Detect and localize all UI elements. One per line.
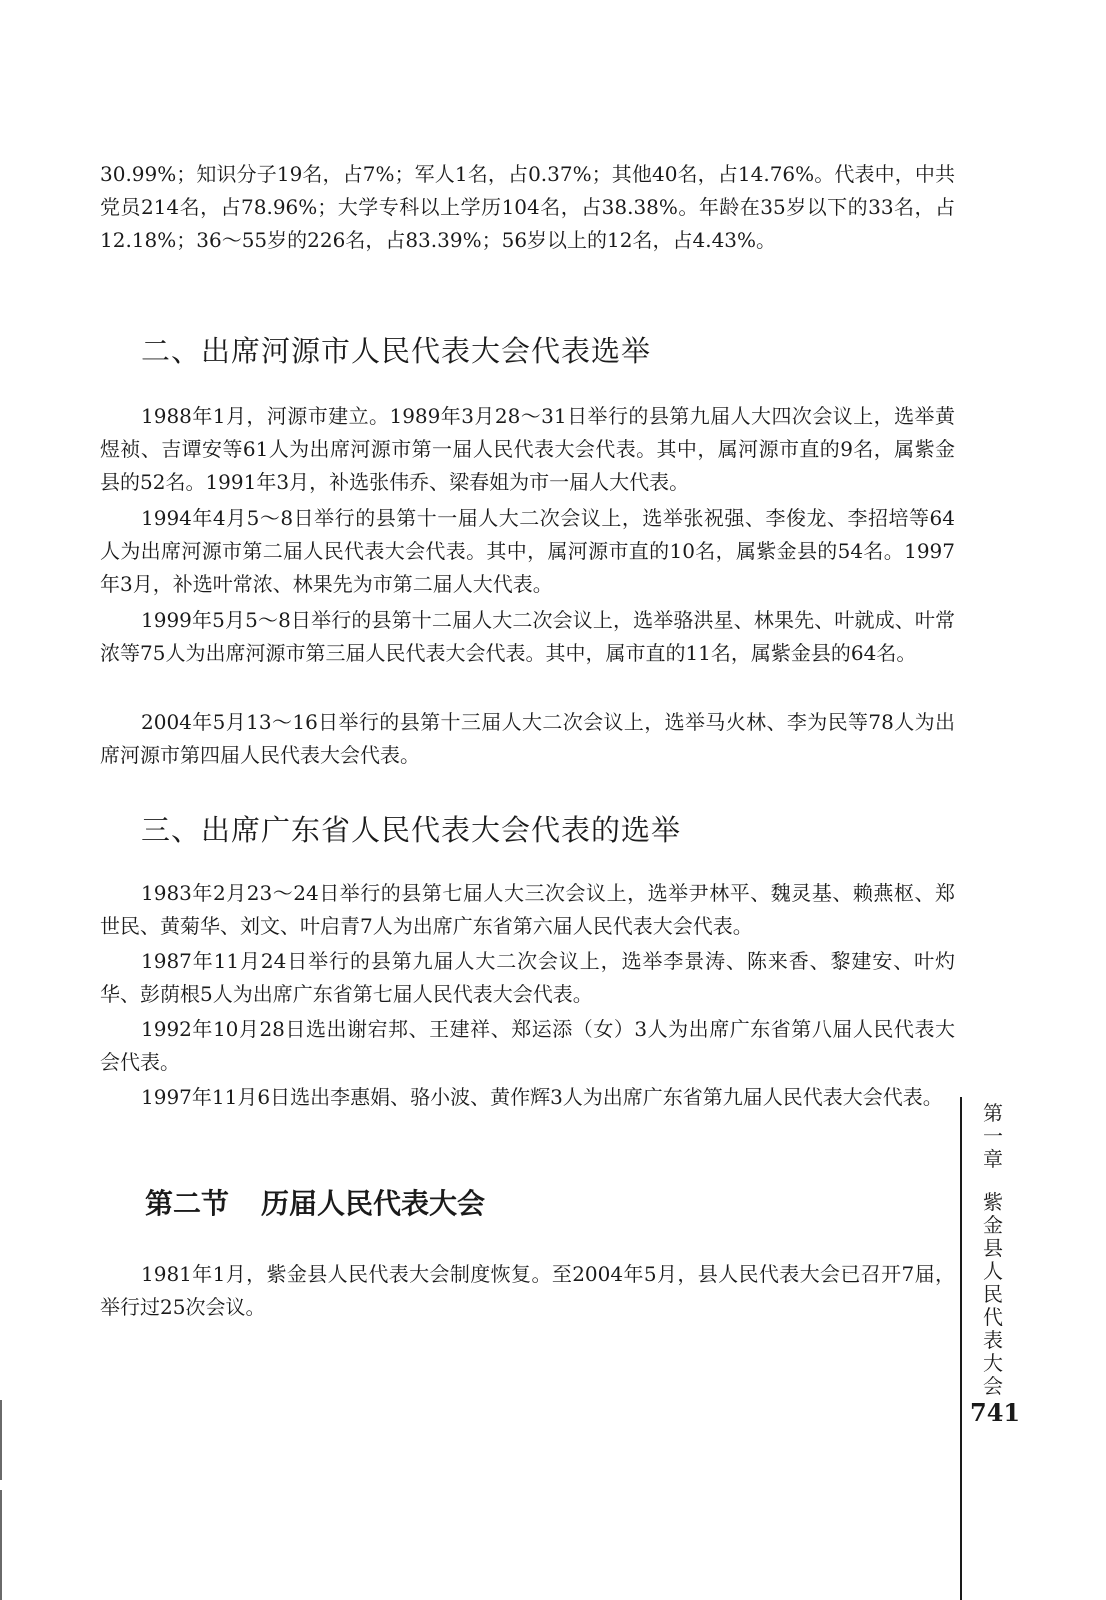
margin-divider bbox=[960, 1097, 962, 1600]
heading-guangdong-election: 三、出席广东省人民代表大会代表的选举 bbox=[141, 813, 682, 847]
paragraph-guangdong-seventh: 1987年11月24日举行的县第九届人大二次会议上，选举李景涛、陈来香、黎建安、叶灼华、彭荫根5人为出席广东省第七届人民代表大会代表。 bbox=[100, 949, 955, 1006]
heading-heyuan-election: 二、出席河源市人民代表大会代表选举 bbox=[141, 334, 652, 368]
title-char: 表 bbox=[983, 1328, 1003, 1352]
title-char: 金 bbox=[983, 1213, 1003, 1237]
title-char: 县 bbox=[983, 1236, 1003, 1260]
page-number: 741 bbox=[970, 1398, 1021, 1427]
title-char: 人 bbox=[983, 1259, 1003, 1283]
title-gap bbox=[975, 1171, 1011, 1191]
title-char: 会 bbox=[983, 1374, 1003, 1398]
paragraph-section-intro: 1981年1月，紫金县人民代表大会制度恢复。至2004年5月，县人民代表大会已召开7届，举行过25次会议。 bbox=[100, 1262, 955, 1319]
title-char: 紫 bbox=[983, 1190, 1003, 1214]
paragraph-heyuan-fourth: 2004年5月13～16日举行的县第十三届人大二次会议上，选举马火林、李为民等78人为出席河源市第四届人民代表大会代表。 bbox=[100, 710, 955, 767]
chapter-char: 章 bbox=[983, 1147, 1003, 1171]
chapter-char: 一 bbox=[983, 1124, 1003, 1148]
chapter-char: 第 bbox=[983, 1101, 1003, 1125]
scan-edge-mark bbox=[0, 1490, 2, 1600]
paragraph-delegate-statistics: 30.99%；知识分子19名，占7%；军人1名，占0.37%；其他40名，占14.76%。代表中，中共党员214名，占78.96%；大学专科以上学历104名，占38.38%。年龄在35岁以下的33名，占12.18%；36～55岁的226名，占83.39%；56岁以上的12名，占4.43%。 bbox=[100, 162, 955, 252]
paragraph-guangdong-ninth: 1997年11月6日选出李惠娟、骆小波、黄作辉3人为出席广东省第九届人民代表大会代表。 bbox=[141, 1085, 943, 1109]
title-char: 代 bbox=[983, 1305, 1003, 1329]
title-char: 民 bbox=[983, 1282, 1003, 1306]
paragraph-heyuan-first: 1988年1月，河源市建立。1989年3月28～31日举行的县第九届人大四次会议上，选举黄煜祯、吉谭安等61人为出席河源市第一届人民代表大会代表。其中，属河源市直的9名，属紫金县的52名。1991年3月，补选张伟乔、梁春姐为市一届人大代表。 bbox=[100, 404, 955, 494]
section-title: 历届人民代表大会 bbox=[261, 1187, 486, 1220]
paragraph-guangdong-eighth: 1992年10月28日选出谢宕邦、王建祥、郑运添（女）3人为出席广东省第八届人民代表大会代表。 bbox=[100, 1017, 955, 1074]
section-heading bbox=[145, 1186, 485, 1222]
title-char: 大 bbox=[983, 1351, 1003, 1375]
scan-edge-mark bbox=[0, 1400, 2, 1480]
chapter-running-title bbox=[975, 1102, 1011, 1398]
paragraph-heyuan-second: 1994年4月5～8日举行的县第十一届人大二次会议上，选举张祝强、李俊龙、李招培等64人为出席河源市第二届人民代表大会代表。其中，属河源市直的10名，属紫金县的54名。1997年3月，补选叶常浓、林果先为市第二届人大代表。 bbox=[100, 506, 955, 596]
paragraph-guangdong-sixth: 1983年2月23～24日举行的县第七届人大三次会议上，选举尹林平、魏灵基、赖燕枢、郑世民、黄菊华、刘文、叶启青7人为出席广东省第六届人民代表大会代表。 bbox=[100, 881, 955, 938]
section-number: 第二节 bbox=[145, 1187, 230, 1220]
paragraph-heyuan-third: 1999年5月5～8日举行的县第十二届人大二次会议上，选举骆洪星、林果先、叶就成、叶常浓等75人为出席河源市第三届人民代表大会代表。其中，属市直的11名，属紫金县的64名。 bbox=[100, 608, 955, 665]
